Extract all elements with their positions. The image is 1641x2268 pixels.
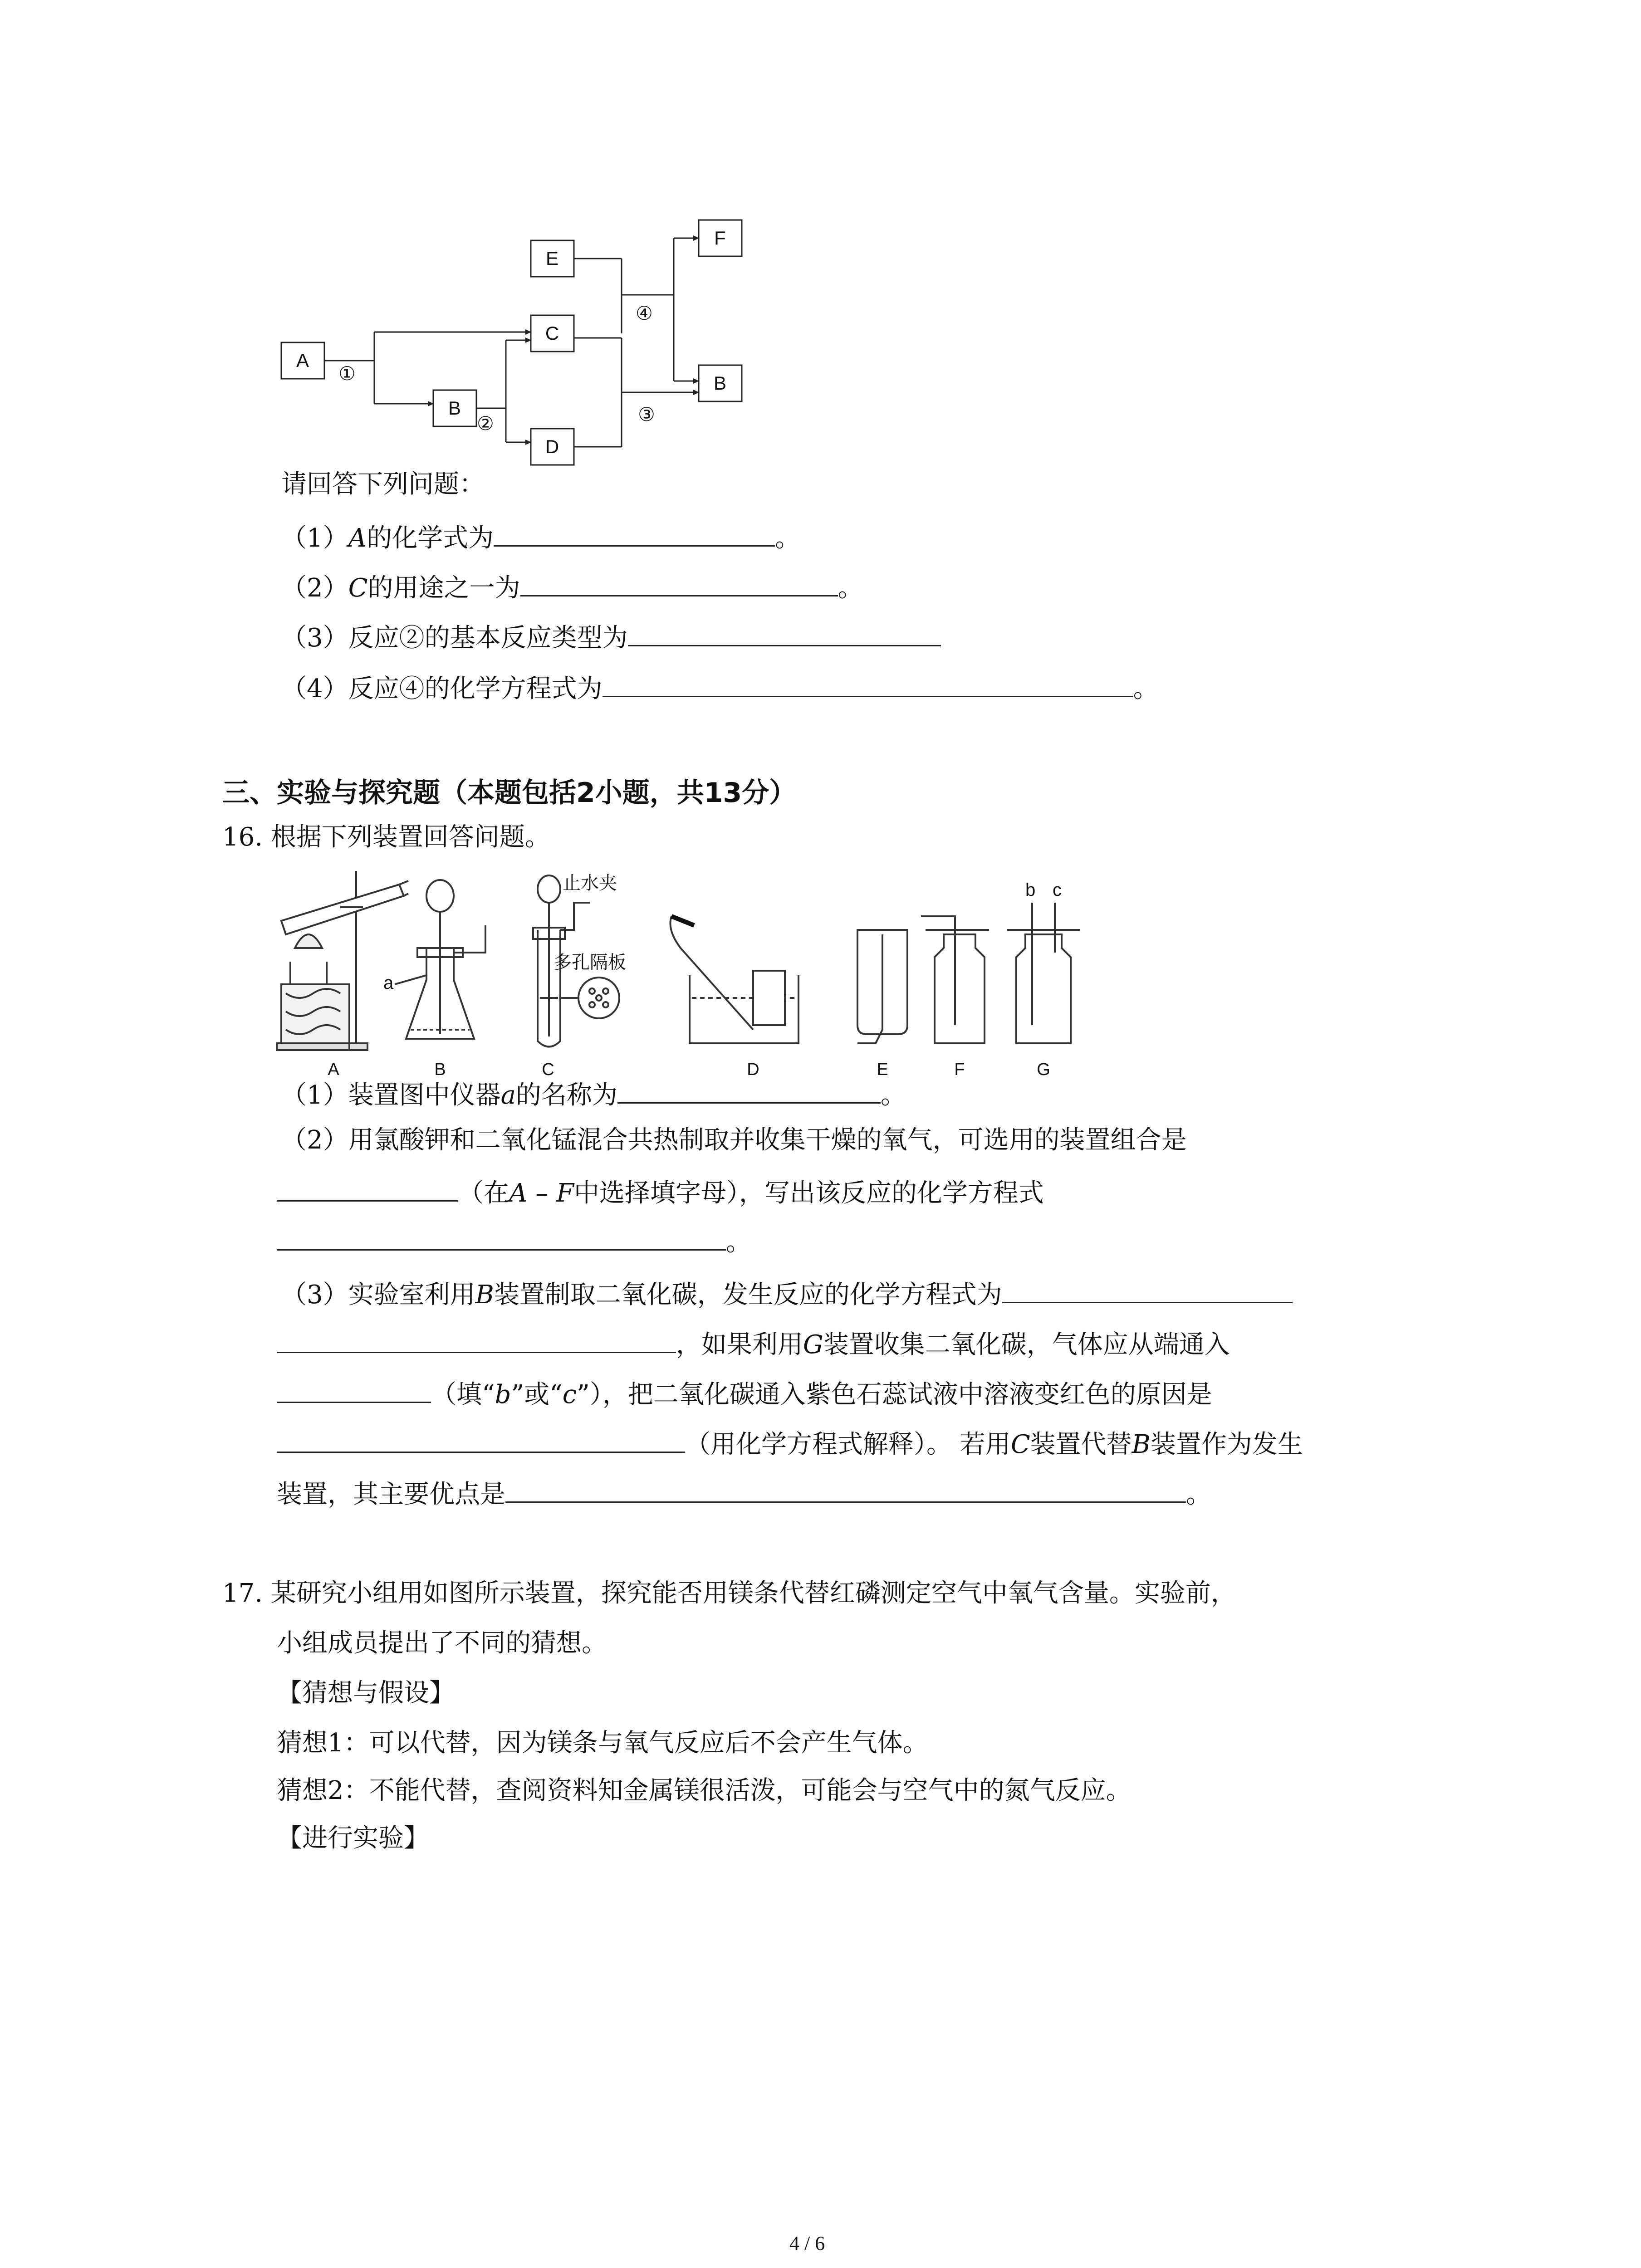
apparatus-diagram: [272, 862, 1134, 1080]
q17-line-1-text: 某研究小组用如图所示装置，探究能否用镁条代替红磷测定空气中氧气含量。实验前，: [270, 1579, 1236, 1608]
section-3-title: 三、实验与探究题（本题包括2小题，共13分）: [222, 777, 797, 809]
q16-p3-l2a: ，如果利用: [676, 1330, 803, 1359]
apparatus-b: [395, 880, 485, 1039]
node-c: C: [545, 323, 559, 344]
q15-item-4-end: 。: [1133, 674, 1159, 704]
q16-p3-l3b: ”或“: [511, 1380, 563, 1409]
q17-experiment-title: 【进行实验】: [277, 1823, 429, 1853]
q16-part-3-line-3: [277, 1379, 1212, 1408]
q15-item-1: [281, 523, 800, 551]
q16-p3-var-port-b: b: [495, 1380, 511, 1409]
q16-p1-post: 的名称为: [516, 1080, 618, 1110]
q16-p2-blank-2[interactable]: [277, 1227, 726, 1251]
apparatus-label-b: B: [434, 1060, 446, 1079]
q15-item-2-text: 的用途之一为: [367, 573, 520, 603]
q16-p3-blank-5[interactable]: [505, 1479, 1186, 1503]
q16-p3-l4c: 装置作为发生: [1150, 1430, 1303, 1459]
q16-p2-var1: A: [509, 1178, 528, 1208]
q16-number: 16.: [222, 822, 263, 852]
q15-item-1-text: 的化学式为: [367, 523, 494, 553]
q15-item-3-num: （3）: [281, 623, 348, 653]
q16-p2-l2b: 中选择填字母），写出该反应的化学方程式: [573, 1178, 1044, 1208]
q16-p3-var-b: B: [475, 1280, 494, 1310]
q16-p1-pre: 装置图中仪器: [348, 1080, 501, 1110]
label-port-b: b: [1025, 880, 1036, 900]
q16-p3-l3c: ”），把二氧化碳通入紫色石蕊试液中溶液变红色的原因是: [577, 1380, 1212, 1409]
q16-stem: [222, 822, 550, 852]
q16-p3-l4a: （用化学方程式解释）。 若用: [685, 1430, 1011, 1459]
q16-p2-var2: F: [556, 1178, 574, 1208]
q16-part-1: [281, 1080, 906, 1108]
q16-p3-blank-4[interactable]: [277, 1429, 685, 1453]
q15-item-4-blank[interactable]: [603, 673, 1133, 697]
q16-p3-blank-1[interactable]: [1002, 1279, 1293, 1303]
q15-item-2-end: 。: [838, 573, 863, 603]
q15-item-1-num: （1）: [281, 523, 348, 553]
node-d: D: [545, 436, 559, 457]
q15-item-2-blank[interactable]: [520, 572, 838, 596]
q16-stem-text: 根据下列装置回答问题。: [270, 822, 550, 852]
node-a: A: [296, 350, 309, 371]
q17-hypothesis-1: 猜想1：可以代替，因为镁条与氧气反应后不会产生气体。: [277, 1728, 928, 1758]
apparatus-d: [671, 916, 799, 1043]
q16-part-3-line-1: [281, 1279, 1293, 1308]
q15-item-1-var: A: [348, 523, 367, 553]
q16-p1-var: a: [500, 1080, 516, 1110]
apparatus-label-e: E: [877, 1060, 888, 1079]
q16-p3-var-b2: B: [1132, 1430, 1151, 1459]
q15-item-2: [281, 572, 863, 601]
q16-p2-end: 。: [726, 1227, 751, 1257]
step-1-label: ①: [338, 363, 356, 384]
q16-part-3-line-5: [277, 1479, 1211, 1507]
q16-p3-end: 。: [1186, 1480, 1211, 1509]
apparatus-e: [857, 930, 907, 1043]
step-3-label: ③: [638, 404, 655, 425]
apparatus-label-g: G: [1037, 1060, 1050, 1079]
q15-item-2-var: C: [348, 573, 368, 603]
node-b: B: [448, 397, 461, 419]
q16-p3-l5a: 装置，其主要优点是: [277, 1480, 505, 1509]
apparatus-g: [1007, 903, 1080, 1043]
reaction-flowchart: [272, 213, 771, 467]
q16-p2-blank-1[interactable]: [277, 1178, 458, 1202]
step-2-label: ②: [477, 413, 494, 434]
q16-p3-var-c: C: [1010, 1430, 1030, 1459]
q17-hypothesis-title: 【猜想与假设】: [277, 1678, 455, 1708]
q15-item-3-blank[interactable]: [628, 622, 941, 646]
label-perforated-plate: 多孔隔板: [554, 953, 626, 973]
node-e: E: [545, 248, 559, 269]
q16-p3-l1b: 装置制取二氧化碳，发生反应的化学方程式为: [494, 1280, 1002, 1310]
q15-item-3-text: 反应②的基本反应类型为: [348, 623, 628, 653]
q15-item-1-end: 。: [775, 523, 801, 553]
node-b-product: B: [713, 372, 727, 394]
node-f: F: [714, 227, 726, 249]
q16-p1-blank[interactable]: [617, 1080, 881, 1104]
q16-part-3-line-2: [277, 1329, 1230, 1358]
label-clip: 止水夹: [563, 873, 617, 893]
q16-part-2-line-1: （2）用氯酸钾和二氧化锰混合共热制取并收集干燥的氧气，可选用的装置组合是: [281, 1125, 1187, 1155]
apparatus-a: [277, 871, 408, 1050]
q16-p3-var-g: G: [803, 1330, 823, 1359]
apparatus-f: [921, 916, 989, 1043]
label-port-c: c: [1053, 880, 1062, 900]
q16-p1-end: 。: [881, 1080, 906, 1110]
step-4-label: ④: [636, 303, 653, 324]
q17-number: 17.: [222, 1579, 263, 1608]
q16-p3-l4b: 装置代替: [1030, 1430, 1132, 1459]
q16-p3-l1a: （3）实验室利用: [281, 1280, 475, 1310]
q17-hypothesis-2: 猜想2：不能代替，查阅资料知金属镁很活泼，可能会与空气中的氮气反应。: [277, 1776, 1132, 1805]
apparatus-label-a: A: [328, 1060, 339, 1079]
q15-item-1-blank[interactable]: [494, 523, 775, 547]
q15-item-4: [281, 673, 1159, 702]
q16-p3-blank-2[interactable]: [277, 1329, 676, 1353]
q16-p3-var-port-c: c: [562, 1380, 577, 1409]
q15-item-2-num: （2）: [281, 573, 348, 603]
q16-p2-dash: –: [527, 1178, 557, 1208]
page-number: 4 / 6: [789, 2232, 825, 2254]
q17-line-1: [222, 1581, 1236, 1606]
apparatus-label-d: D: [747, 1060, 759, 1079]
q17-line-2: 小组成员提出了不同的猜想。: [277, 1628, 607, 1658]
q15-item-3: [281, 622, 941, 651]
label-instrument-a: a: [383, 973, 394, 993]
q15-prompt: 请回答下列问题：: [281, 469, 485, 499]
q16-p3-blank-3[interactable]: [277, 1379, 431, 1403]
q16-part-3-line-4: [277, 1429, 1303, 1457]
q16-p1-num: （1）: [281, 1080, 348, 1110]
q16-p3-l2b: 装置收集二氧化碳，气体应从端通入: [823, 1330, 1230, 1359]
q15-item-4-text: 反应④的化学方程式为: [348, 674, 603, 704]
apparatus-label-f: F: [954, 1060, 965, 1079]
q15-item-4-num: （4）: [281, 674, 348, 704]
q16-part-2-line-2: [277, 1178, 1044, 1206]
q16-p3-l3a: （填“: [431, 1380, 495, 1409]
q16-p2-l2a: （在: [458, 1178, 509, 1208]
apparatus-label-c: C: [542, 1060, 554, 1079]
q16-part-2-line-3: [277, 1227, 751, 1255]
